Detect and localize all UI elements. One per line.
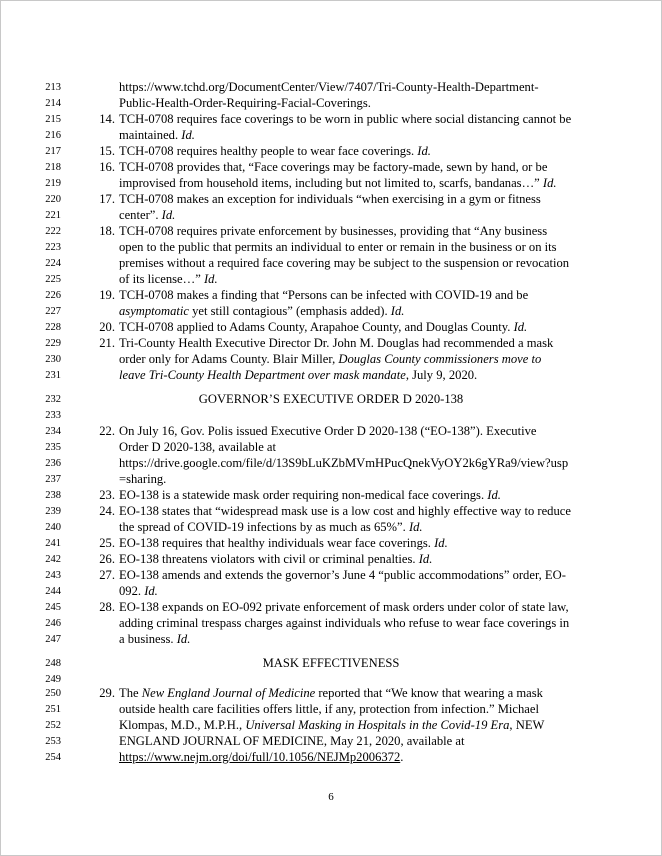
line-number: 242 (45, 554, 61, 565)
text-line: order only for Adams County. Blair Miller, Douglas County commissioners move to (119, 352, 542, 366)
text-line: Public-Health-Order-Requiring-Facial-Coverings. (119, 96, 371, 110)
line-number: 240 (45, 522, 61, 533)
paragraph-number: 24. (99, 504, 115, 518)
line-number: 253 (45, 736, 61, 747)
line-number: 228 (45, 322, 61, 333)
line-number: 238 (45, 490, 61, 501)
text-line: TCH-0708 requires healthy people to wear face coverings. Id. (119, 144, 431, 158)
text-line: Order D 2020-138, available at (119, 440, 277, 454)
text-line: EO-138 requires that healthy individuals wear face coverings. Id. (119, 536, 448, 550)
paragraph-number: 22. (99, 424, 115, 438)
line-number: 231 (45, 370, 61, 381)
text-line: https://www.tchd.org/DocumentCenter/View/7407/Tri-County-Health-Department- (119, 80, 539, 94)
text-line: the spread of COVID-19 infections by as much as 65%”. Id. (119, 520, 423, 534)
text-line: https://www.nejm.org/doi/full/10.1056/NEJMp2006372. (119, 750, 404, 764)
paragraph-number: 25. (99, 536, 115, 550)
paragraph-number: 26. (99, 552, 115, 566)
text-line: TCH-0708 applied to Adams County, Arapahoe County, and Douglas County. Id. (119, 320, 528, 334)
paragraph-number: 17. (99, 192, 115, 206)
line-number: 249 (45, 674, 61, 685)
line-number: 233 (45, 410, 61, 421)
paragraph-number: 18. (99, 224, 115, 238)
text-line: TCH-0708 requires face coverings to be worn in public where social distancing cannot be (119, 112, 572, 126)
text-line: center”. Id. (119, 208, 176, 222)
text-line: TCH-0708 makes an exception for individuals “when exercising in a gym or fitness (119, 192, 541, 206)
paragraph-number: 19. (99, 288, 115, 302)
text-line: EO-138 is a statewide mask order requiring non-medical face coverings. Id. (119, 488, 501, 502)
text-line: Klompas, M.D., M.P.H., Universal Masking in Hospitals in the Covid-19 Era, NEW (119, 718, 545, 732)
text-line: Tri-County Health Executive Director Dr. John M. Douglas had recommended a mask (119, 336, 554, 350)
text-line: EO-138 expands on EO-092 private enforcement of mask orders under color of state law, (119, 600, 569, 614)
text-line: of its license…” Id. (119, 272, 218, 286)
text-line: adding criminal trespass charges against individuals who refuse to wear face coverings in (119, 616, 570, 630)
line-number: 214 (45, 98, 61, 109)
text-line: https://drive.google.com/file/d/13S9bLuKZbMVmHPucQnekVyOY2k6gYRa9/view?usp (119, 456, 569, 470)
section-heading: MASK EFFECTIVENESS (262, 656, 400, 670)
text-line: leave Tri-County Health Department over mask mandate, July 9, 2020. (119, 368, 478, 382)
line-number: 232 (45, 394, 61, 405)
line-number: 236 (45, 458, 61, 469)
text-line: premises without a required face covering may be subject to the suspension or revocation (119, 256, 570, 270)
line-number: 220 (45, 194, 61, 205)
line-number: 219 (45, 178, 61, 189)
paragraph-number: 28. (99, 600, 115, 614)
text-line: EO-138 states that “widespread mask use is a low cost and highly effective way to reduce (119, 504, 571, 518)
line-number: 246 (45, 618, 61, 629)
line-number: 217 (45, 146, 61, 157)
line-number: 243 (45, 570, 61, 581)
line-number: 224 (45, 258, 61, 269)
text-line: open to the public that permits an individual to enter or remain in the business or on its (119, 240, 557, 254)
line-number: 239 (45, 506, 61, 517)
line-number: 223 (45, 242, 61, 253)
line-number: 227 (45, 306, 61, 317)
text-line: TCH-0708 requires private enforcement by businesses, providing that “Any business (119, 224, 548, 238)
line-number: 241 (45, 538, 61, 549)
line-number: 222 (45, 226, 61, 237)
text-line: improvised from household items, including but not limited to, scarfs, bandanas…” Id. (119, 176, 557, 190)
text-line: =sharing. (119, 472, 167, 486)
text-line: asymptomatic yet still contagious” (emphasis added). Id. (119, 304, 405, 318)
text-line: On July 16, Gov. Polis issued Executive Order D 2020-138 (“EO-138”). Executive (119, 424, 537, 438)
paragraph-number: 15. (99, 144, 115, 158)
paragraph-number: 16. (99, 160, 115, 174)
text-line: EO-138 threatens violators with civil or criminal penalties. Id. (119, 552, 433, 566)
line-number: 225 (45, 274, 61, 285)
text-line: 092. Id. (119, 584, 158, 598)
text-line: TCH-0708 provides that, “Face coverings may be factory-made, sewn by hand, or be (119, 160, 548, 174)
line-number: 230 (45, 354, 61, 365)
line-number: 226 (45, 290, 61, 301)
line-number: 252 (45, 720, 61, 731)
line-number: 221 (45, 210, 61, 221)
page-number: 6 (328, 791, 334, 803)
line-number: 248 (45, 658, 61, 669)
nejm-link[interactable]: https://www.nejm.org/doi/full/10.1056/NEJMp2006372 (119, 750, 401, 764)
line-number: 251 (45, 704, 61, 715)
line-number: 250 (45, 688, 61, 699)
paragraph-number: 23. (99, 488, 115, 502)
line-number: 254 (45, 752, 61, 763)
line-number: 245 (45, 602, 61, 613)
section-heading: GOVERNOR’S EXECUTIVE ORDER D 2020-138 (198, 392, 464, 406)
text-line: a business. Id. (119, 632, 191, 646)
line-number: 244 (45, 586, 61, 597)
paragraph-number: 21. (99, 336, 115, 350)
text-line: outside health care facilities offers little, if any, protection from infection.” Michael (119, 702, 539, 716)
paragraph-number: 29. (99, 686, 115, 700)
paragraph-number: 14. (99, 112, 115, 126)
text-line: The New England Journal of Medicine reported that “We know that wearing a mask (119, 686, 543, 700)
text-line: TCH-0708 makes a finding that “Persons can be infected with COVID-19 and be (119, 288, 529, 302)
line-number: 235 (45, 442, 61, 453)
line-number: 213 (45, 82, 61, 93)
line-number: 215 (45, 114, 61, 125)
line-number: 234 (45, 426, 61, 437)
line-number: 237 (45, 474, 61, 485)
text-line: maintained. Id. (119, 128, 195, 142)
paragraph-number: 27. (99, 568, 115, 582)
text-line: EO-138 amends and extends the governor’s June 4 “public accommodations” order, EO- (119, 568, 566, 582)
line-number: 218 (45, 162, 61, 173)
line-number: 247 (45, 634, 61, 645)
line-number: 229 (45, 338, 61, 349)
line-number: 216 (45, 130, 61, 141)
paragraph-number: 20. (99, 320, 115, 334)
text-line: ENGLAND JOURNAL OF MEDICINE, May 21, 2020, available at (119, 734, 465, 748)
